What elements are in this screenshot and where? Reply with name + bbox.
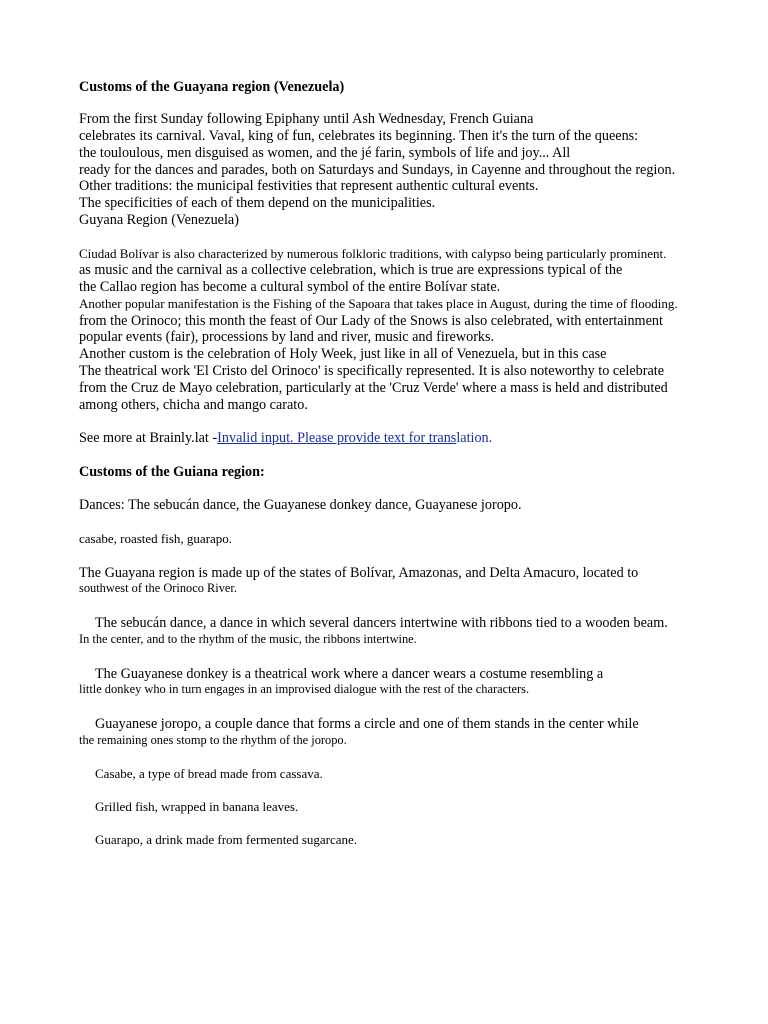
list-item-line: In the center, and to the rhythm of the music, the ribbons intertwine. xyxy=(79,632,417,646)
source-line xyxy=(79,431,492,445)
section-heading: Customs of the Guiana region: xyxy=(79,464,265,480)
page-title: Customs of the Guayana region (Venezuela) xyxy=(79,79,345,95)
list-item-line: Grilled fish, wrapped in banana leaves. xyxy=(95,799,299,814)
intro-line: From the first Sunday following Epiphany until Ash Wednesday, French Guiana xyxy=(79,111,534,127)
food-line: casabe, roasted fish, guarapo. xyxy=(79,531,233,546)
list-item-line: Guarapo, a drink made from fermented sugarcane. xyxy=(95,832,358,847)
body-line: Another popular manifestation is the Fishing of the Sapoara that takes place in August, during the time of flooding. xyxy=(79,296,678,311)
body-line: the Callao region has become a cultural symbol of the entire Bolívar state. xyxy=(79,279,501,295)
body-line: from the Orinoco; this month the feast of Our Lady of the Snows is also celebrated, with entertainment xyxy=(79,313,663,329)
intro-line: the touloulous, men disguised as women, and the jé farin, symbols of life and joy... All xyxy=(79,145,571,161)
body-line: among others, chicha and mango carato. xyxy=(79,397,308,413)
intro-line: ready for the dances and parades, both on Saturdays and Sundays, in Cayenne and throughout the region. xyxy=(79,162,676,178)
intro-line: Guyana Region (Venezuela) xyxy=(79,212,239,228)
list-item-line: The Guayanese donkey is a theatrical work where a dancer wears a costume resembling a xyxy=(95,666,604,682)
region-line: southwest of the Orinoco River. xyxy=(79,581,237,595)
intro-line: celebrates its carnival. Vaval, king of fun, celebrates its beginning. Then it's the turn of the queens: xyxy=(79,128,639,144)
list-item-line: Guayanese joropo, a couple dance that forms a circle and one of them stands in the center while xyxy=(95,716,639,732)
body-line: Ciudad Bolívar is also characterized by numerous folkloric traditions, with calypso being particularly prominent. xyxy=(79,246,667,261)
list-item-line: the remaining ones stomp to the rhythm of the joropo. xyxy=(79,733,347,747)
list-item-line: little donkey who in turn engages in an improvised dialogue with the rest of the characters. xyxy=(79,682,530,696)
body-line: from the Cruz de Mayo celebration, particularly at the 'Cruz Verde' where a mass is held and distributed xyxy=(79,380,668,396)
source-link[interactable]: Invalid input. Please provide text for trans xyxy=(217,430,457,446)
body-line: popular events (fair), processions by land and river, music and fireworks. xyxy=(79,329,495,345)
source-prefix: See more at Brainly.lat - xyxy=(79,430,218,446)
intro-line: The specificities of each of them depend on the municipalities. xyxy=(79,195,436,211)
body-line: as music and the carnival as a collective celebration, which is true are expressions typical of the xyxy=(79,262,623,278)
list-item-line: Casabe, a type of bread made from cassava. xyxy=(95,766,323,781)
region-line: The Guayana region is made up of the states of Bolívar, Amazonas, and Delta Amacuro, located to xyxy=(79,565,639,581)
body-line: The theatrical work 'El Cristo del Orinoco' is specifically represented. It is also noteworthy to celebrate xyxy=(79,363,665,379)
source-suffix: lation. xyxy=(456,430,493,446)
dances-line: Dances: The sebucán dance, the Guayanese donkey dance, Guayanese joropo. xyxy=(79,497,522,513)
list-item-line: The sebucán dance, a dance in which several dancers intertwine with ribbons tied to a wooden beam. xyxy=(95,615,668,631)
intro-line: Other traditions: the municipal festivities that represent authentic cultural events. xyxy=(79,178,539,194)
body-line: Another custom is the celebration of Holy Week, just like in all of Venezuela, but in this case xyxy=(79,346,607,362)
